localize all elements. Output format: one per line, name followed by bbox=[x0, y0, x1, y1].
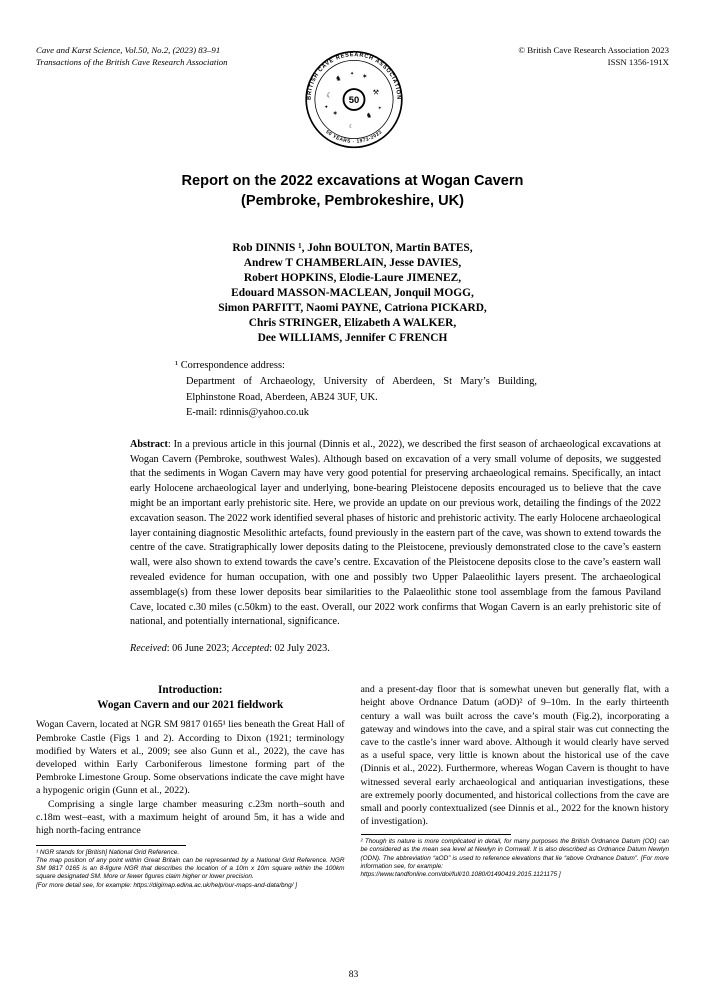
received-label: Received bbox=[130, 643, 167, 655]
author-list bbox=[36, 241, 669, 345]
badge-arc-top-text: BRITISH CAVE RESEARCH ASSOCIATION bbox=[306, 52, 401, 101]
journal-citation bbox=[36, 44, 228, 69]
footnote-divider bbox=[361, 834, 511, 835]
author-line: Edouard MASSON-MACLEAN, Jonquil MOGG, bbox=[231, 286, 474, 299]
svg-text:✶: ✶ bbox=[361, 72, 368, 81]
svg-text:✶: ✶ bbox=[331, 109, 338, 118]
svg-text:✶: ✶ bbox=[377, 105, 382, 112]
intro-paragraph-continued: and a present-day floor that is somewhat uneven but generally flat, with a height above Ordnance Datum (aOD)² of 9–10m. In the early thirteenth century a wall was built across the cave’s mouth (Fig.2), incorporating a gateway and windows into the cave, and a spiral stair was cut connecting the cave to the castle’s inner ward above. Although it would clearly have served as a useful space, very little is known about the historical use of the cave (Dinnis et al., 2022). Furthermore, whereas Wogan Cavern is thought to have witnessed several early archaeological and antiquarian investigations, these are extremely poorly documented, and historical collections from the cave are small and poorly contextualized (see Dinnis et al., 2022 for the known history of investigation). bbox=[360, 684, 669, 828]
page-number: 83 bbox=[348, 969, 359, 980]
accepted-label: Accepted bbox=[231, 643, 270, 655]
badge-center-number: 50 bbox=[348, 94, 359, 106]
abstract bbox=[130, 438, 661, 630]
email-label: E-mail: bbox=[186, 407, 218, 419]
correspondence-block bbox=[175, 358, 537, 420]
author-line: Andrew T CHAMBERLAIN, Jesse DAVIES, bbox=[243, 256, 462, 269]
article-title bbox=[36, 171, 669, 212]
footnote-2-link-suffix: ] bbox=[557, 870, 561, 878]
footnote-1-body: The map position of any point within Great Britain can be represented by a National Grid Reference. NGR SM 9817 0165 is an 8-figure NGR that describes the location of a 10m x 10m square within the 100km square designated SM. More or fewer figures claim higher or lower precision. bbox=[36, 857, 345, 881]
footnote-1-line1: ¹ NGR stands for [British] National Grid Reference. bbox=[36, 849, 180, 857]
svg-text:♞: ♞ bbox=[334, 74, 341, 83]
correspondence-label: ¹ Correspondence address: bbox=[175, 360, 285, 372]
left-column bbox=[36, 683, 345, 889]
svg-text:☾: ☾ bbox=[325, 91, 332, 100]
footnote-1-url[interactable]: https://digimap.edina.ac.uk/help/our-maps-and-data/bng/ bbox=[133, 881, 294, 889]
issn-line: ISSN 1356-191X bbox=[607, 57, 669, 68]
intro-paragraph-2: Comprising a single large chamber measuring c.23m north–south and c.18m west–east, with a maximum height of around 5m, it has a wide and high north-facing entrance bbox=[36, 798, 345, 836]
author-line: Robert HOPKINS, Elodie-Laure JIMENEZ, bbox=[243, 271, 462, 284]
introduction-heading bbox=[36, 683, 345, 712]
svg-text:☾: ☾ bbox=[348, 124, 353, 131]
intro-paragraph-1: Wogan Cavern, located at NGR SM 9817 0165¹ lies beneath the Great Hall of Pembroke Castle (Figs 1 and 2). According to Dixon (1921; terminology modified by Waters et al., 2009; see also Gunn et al., 2022), the cave has developed within Early Carboniferous limestone forming part of the Pembroke Limestone Group. Some observations indicate the cave might have a hypogenic origin (Gunn et al., 2022). bbox=[36, 719, 345, 797]
svg-text:♞: ♞ bbox=[365, 111, 372, 120]
introduction-heading-line1: Introduction: bbox=[158, 684, 223, 697]
journal-citation-line2: Transactions of the British Cave Research Association bbox=[36, 57, 228, 68]
email-line bbox=[186, 405, 537, 421]
author-line: Dee WILLIAMS, Jennifer C FRENCH bbox=[257, 331, 448, 344]
article-title-line2: (Pembroke, Pembrokeshire, UK) bbox=[240, 193, 465, 210]
journal-citation-line1: Cave and Karst Science, Vol.50, No.2, (2023) 83–91 bbox=[36, 45, 221, 55]
footnote-1-link-line bbox=[36, 882, 345, 890]
author-line: Simon PARFITT, Naomi PAYNE, Catriona PICKARD, bbox=[218, 301, 487, 314]
svg-text:⚒: ⚒ bbox=[372, 88, 379, 97]
article-title-line1: Report on the 2022 excavations at Wogan Cavern bbox=[181, 172, 524, 189]
badge-arc-bottom-text: 50 YEARS · 1973-2023 bbox=[323, 129, 384, 145]
bcra-50th-anniversary-badge bbox=[304, 50, 403, 149]
abstract-label: Abstract bbox=[130, 438, 168, 450]
introduction-heading-line2: Wogan Cavern and our 2021 fieldwork bbox=[97, 698, 284, 711]
masthead-right bbox=[518, 44, 669, 69]
footnote-2-link-line bbox=[361, 871, 670, 879]
footnote-divider bbox=[36, 845, 186, 846]
svg-text:✦: ✦ bbox=[323, 104, 328, 111]
footnote-1 bbox=[36, 845, 345, 889]
correspondence-address: Department of Archaeology, University of Aberdeen, St Mary’s Building, Elphinstone Road, Aberdeen, AB24 3UF, UK. bbox=[186, 376, 537, 403]
accepted-value: : 02 July 2023. bbox=[269, 643, 330, 655]
two-column-body bbox=[36, 683, 669, 889]
svg-text:✦: ✦ bbox=[349, 70, 354, 77]
author-line: Rob DINNIS ¹, John BOULTON, Martin BATES, bbox=[232, 242, 473, 255]
badge-icon bbox=[304, 50, 403, 149]
footnote-1-link-suffix: ] bbox=[293, 881, 297, 889]
email-link[interactable]: rdinnis@yahoo.co.uk bbox=[219, 407, 309, 419]
footnote-2-url[interactable]: https://www.tandfonline.com/doi/full/10.1080/01490419.2015.1121175 bbox=[360, 870, 558, 878]
footnote-1-link-prefix: [For more detail see, for example: bbox=[36, 881, 134, 889]
copyright-line: © British Cave Research Association 2023 bbox=[518, 45, 669, 55]
received-accepted-line bbox=[130, 643, 669, 654]
abstract-text: : In a previous article in this journal (Dinnis et al., 2022), we described the first season of archaeological excavations at Wogan Cavern (Pembroke, southwest Wales). Although based on excavation of a very small volume of deposits, we suggested that the sediments in Wogan Cavern may have very good potential for preserving archaeological remains. Specifically, an intact early Holocene archaeological layer and underlying, bone-bearing Pleistocene deposits encouraged us to believe that the cave might be an important early prehistoric site. Here, we provide an update on our previous work, detailing the findings of the 2022 excavation season. The 2022 work identified several phases of historic and prehistoric activity. The early Holocene archaeological layer containing diagnostic Mesolithic artefacts, found previously in the eastern part of the cave, was shown to extend towards the centre of the cave. Stratigraphically lower deposits dating to the Pleistocene, previously demonstrated close to the cave’s eastern wall, were also shown to extend towards the cave’s centre. Excavation of the Pleistocene deposits close to the cave’s eastern wall revealed evidence for human occupation, with one and possibly two Upper Palaeolithic layers present. The archaeological assemblage(s) from these lower deposits bear similarities to the Palaeolithic stone tool assemblage from the famous Paviland Cave, located c.30 miles (c.50km) to the east. Overall, our 2022 work confirms that Wogan Cavern is an early prehistoric site of national, and potentially international, significance. bbox=[130, 438, 661, 628]
received-value: : 06 June 2023; bbox=[166, 643, 232, 655]
author-line: Chris STRINGER, Elizabeth A WALKER, bbox=[248, 316, 457, 329]
right-column bbox=[361, 683, 670, 889]
footnote-2-body: ² Though its nature is more complicated in detail, for many purposes the British Ordnance Datum (OD) can be considered as the mean sea level at Newlyn in Cornwall. It is also described as Ordnance Datum Newlyn (ODN). The abbreviation “aOD” is used to reference elevations that lie “above Ordnance Datum”. [For more information see, for example: bbox=[360, 838, 669, 870]
footnote-2 bbox=[361, 834, 670, 878]
